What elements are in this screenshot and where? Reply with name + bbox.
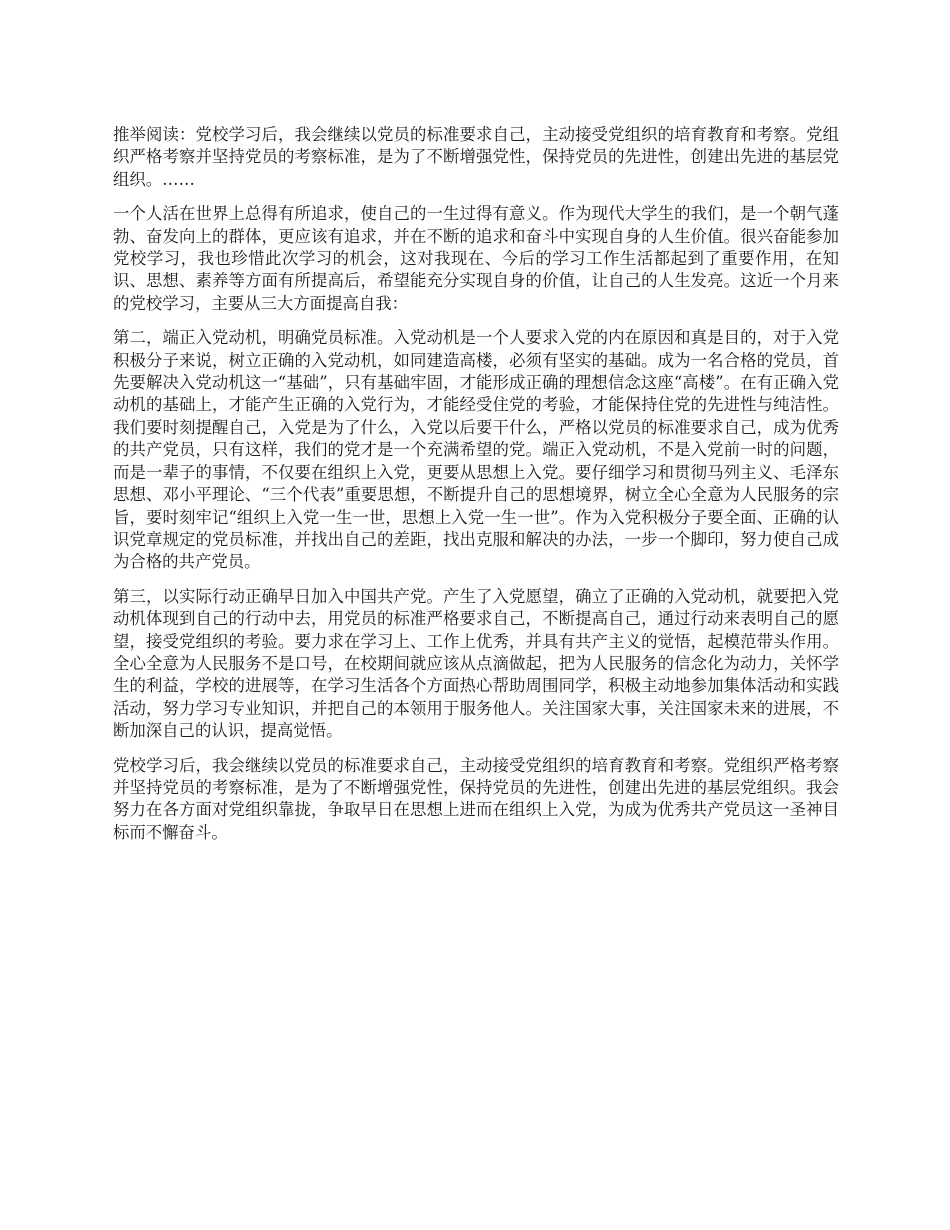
third-point-paragraph: 第三，以实际行动正确早日加入中国共产党。产生了入党愿望，确立了正确的入党动机，就要把入党动机体现到自己的行动中去，用党员的标准严格要求自己，不断提高自己，通过行动来表明自己的愿望，接受党组织的考验。要力求在学习上、工作上优秀，并具有共产主义的觉悟，起模范带头作用。全心全意为人民服务不是口号，在校期间就应该从点滴做起，把为人民服务的信念化为动力，关怀学生的利益，学校的进展等，在学习生活各个方面热心帮助周围同学，积极主动地参加集体活动和实践活动，努力学习专业知识，并把自己的本领用于服务他人。关注国家大事，关注国家未来的进展，不断加深自己的认识，提高觉悟。 [113,586,839,741]
recommended-reading-paragraph: 推举阅读：党校学习后，我会继续以党员的标准要求自己，主动接受党组织的培育教育和考察。党组织严格考察并坚持党员的考察标准，是为了不断增强党性，保持党员的先进性，创建出先进的基层党组织。…… [113,125,839,189]
intro-paragraph: 一个人活在世界上总得有所追求，使自己的一生过得有意义。作为现代大学生的我们，是一个朝气蓬勃、奋发向上的群体，更应该有追求，并在不断的追求和奋斗中实现自身的人生价值。很兴奋能参加党校学习，我也珍惜此次学习的机会，这对我现在、今后的学习工作生活都起到了重要作用，在知识、思想、素养等方面有所提高后，希望能充分实现自身的价值，让自己的人生发亮。这近一个月来的党校学习，主要从三大方面提高自我： [113,204,839,313]
document-body [113,124,839,856]
conclusion-paragraph: 党校学习后，我会继续以党员的标准要求自己，主动接受党组织的培育教育和考察。党组织严格考察并坚持党员的考察标准，是为了不断增强党性，保持党员的先进性，创建出先进的基层党组织。我会努力在各方面对党组织靠拢，争取早日在思想上进而在组织上入党，为成为优秀共产党员这一圣神目标而不懈奋斗。 [113,755,839,842]
second-point-paragraph: 第二，端正入党动机，明确党员标准。入党动机是一个人要求入党的内在原因和真是目的，对于入党积极分子来说，树立正确的入党动机，如同建造高楼，必须有坚实的基础。成为一名合格的党员，首先要解决入党动机这一“基础”，只有基础牢固，才能形成正确的理想信念这座“高楼”。在有正确入党动机的基础上，才能产生正确的入党行为，才能经受住党的考验，才能保持住党的先进性与纯洁性。我们要时刻提醒自己，入党是为了什么，入党以后要干什么，严格以党员的标准要求自己，成为优秀的共产党员，只有这样，我们的党才是一个充满希望的党。端正入党动机，不是入党前一时的问题，而是一辈子的事情，不仅要在组织上入党，更要从思想上入党。要仔细学习和贯彻马列主义、毛泽东思想、邓小平理论、“三个代表”重要思想，不断提升自己的思想境界，树立全心全意为人民服务的宗旨，要时刻牢记“组织上入党一生一世，思想上入党一生一世”。作为入党积极分子要全面、正确的认识党章规定的党员标准，并找出自己的差距，找出克服和解决的办法，一步一个脚印，努力使自己成为合格的共产党员。 [113,328,839,572]
